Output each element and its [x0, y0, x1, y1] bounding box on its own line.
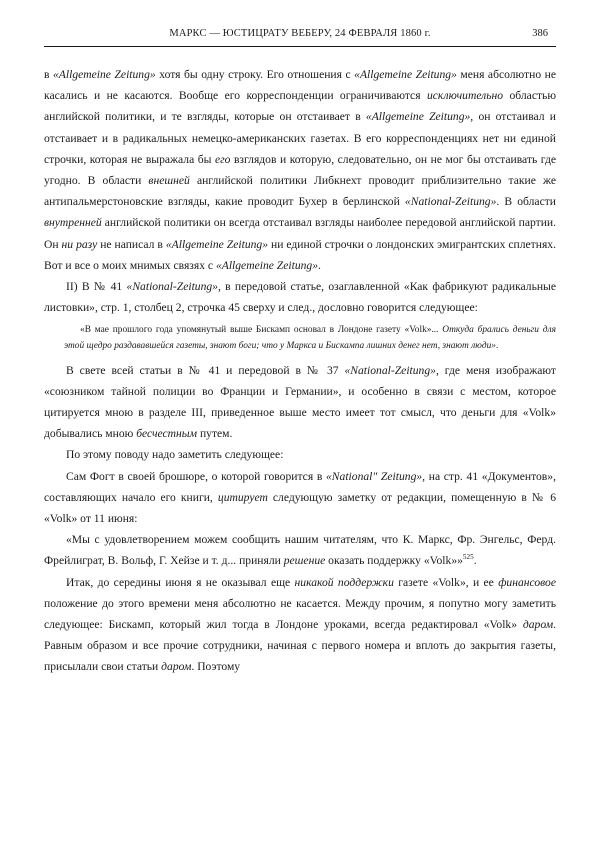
paragraph-conclusion: Итак, до середины июня я не оказывал еще никакой поддержки газете «Volk», и ее финансовое положение до этого времени меня абсолютно не касается. Между прочим, я попутно могу заметить следующее: Бискамп, который жил тогда в Лондоне уроками, всегда редактировал «Volk» даром. Равным образом и все прочие сотрудники, начиная с первого номера и вплоть до закрытия газеты, присылали свои статьи даром. Поэтому: [44, 575, 556, 674]
page-number: 386: [532, 28, 548, 39]
paragraph-continued: в «Allgemeine Zeitung» хотя бы одну строку. Его отношения с «Allgemeine Zeitung» меня абсолютно не касались и не касаются. Вообще его корреспонденции ограничиваются исключительно областью английской политики, и те взгляды, которые он отстаивает в «Allgemeine Zeitung», он отстаивал и отстаивает и в радикальных немецко-американских газетах. В его корреспонденциях нет ни единой строчки, которая не выражала бы его взглядов и которую, следовательно, он не мог бы отстаивать где угодно. В области внешней английской политики Либкнехт проводит приблизительно такие же антипальмерстоновские взгляды, какие проводит Бухер в берлинской «National-Zeitung». В области внутренней английской политики он всегда отстаивал взгляды наиболее передовой английской партии. Он ни разу не написал в «Allgemeine Zeitung» ни единой строчки о лондонских эмигрантских сплетнях. Вот и все о моих мнимых связях с «Allgemeine Zeitung».: [44, 68, 556, 272]
paragraph-section-ii: II) В № 41 «National-Zeitung», в передовой статье, озаглавленной «Как фабрикуют радикальные листовки», стр. 1, столбец 2, строчка 45 сверху и след., дословно говорится следующее:: [44, 280, 556, 315]
paragraph-context: В свете всей статьи в № 41 и передовой в № 37 «National-Zeitung», где меня изображают «союзником тайной полиции во Франции и Германии», и особенно в связи с местом, которое цитируется мною в разделе III, приведенное выше место имеет тот смысл, что деньги для «Volk» добывались мною бесчестным путем.: [44, 363, 556, 441]
paragraph-remark-lead: По этому поводу надо заметить следующее:: [66, 448, 284, 462]
page-header: [44, 28, 556, 48]
block-quote-national-zeitung: «В мае прошлого года упомянутый выше Бискамп основал в Лондоне газету «Volk»... Откуда брались деньги для этой щедро раздававшейся газеты, знают боги; что у Маркса и Бискампа лишних денег нет, знают люди».: [64, 325, 556, 352]
paragraph-editorial-note-quote: «Мы с удовлетворением можем сообщить нашим читателям, что К. Маркс, Фр. Энгельс, Ферд. Фрейлиграт, В. Вольф, Г. Хейзе и т. д... приняли решение оказать поддержку «Volk»»$^{525}$.: [44, 533, 556, 568]
header-rule: [44, 46, 556, 47]
running-head-title: МАРКС — ЮСТИЦРАТУ ВЕБЕРУ, 24 ФЕВРАЛЯ 1860 г.: [169, 28, 431, 39]
body-text-block: [44, 64, 556, 678]
paragraph-vogt-brochure: Сам Фогт в своей брошюре, о которой говорится в «National" Zeitung», на стр. 41 «Документов», составляющих начало его книги, цитирует следующую заметку от редакции, помещенную в № 6 «Volk» от 11 июня:: [44, 469, 556, 526]
